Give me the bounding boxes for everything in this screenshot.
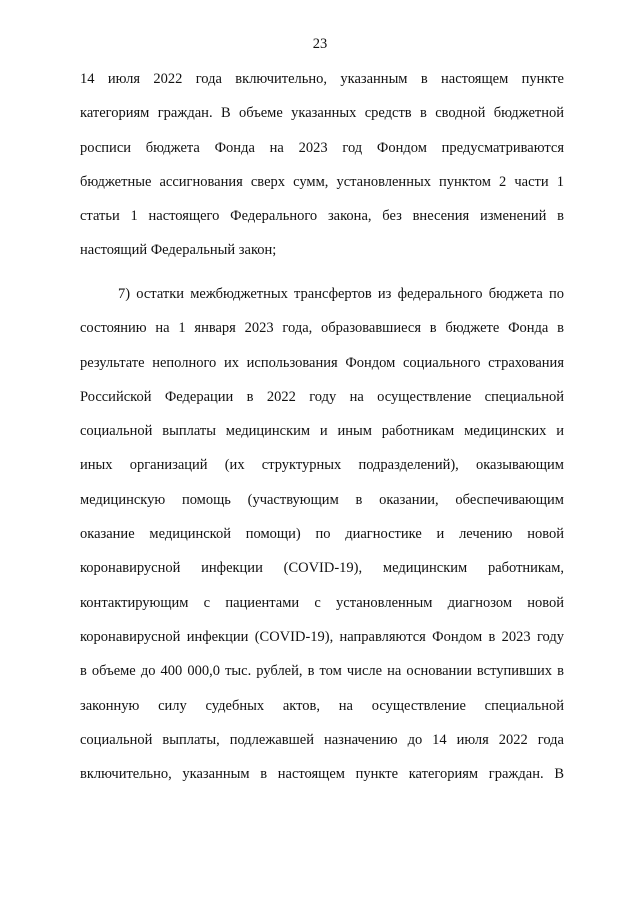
page-number: 23 bbox=[312, 36, 328, 52]
text-line: иных организаций (их структурных подразделений), оказывающим bbox=[80, 457, 564, 474]
text-line: Российской Федерации в 2022 году на осуществление специальной bbox=[80, 388, 564, 405]
text-line: контактирующим с пациентами с установленным диагнозом новой bbox=[80, 594, 564, 611]
text-line: 14 июля 2022 года включительно, указанным в настоящем пункте bbox=[80, 71, 564, 87]
text-line: росписи бюджета Фонда на 2023 год Фондом предусматриваются bbox=[80, 139, 564, 156]
text-line: коронавирусной инфекции (COVID-19), медицинским работникам, bbox=[80, 560, 564, 577]
text-line: медицинскую помощь (участвующим в оказании, обеспечивающим bbox=[80, 491, 564, 508]
text-line: законную силу судебных актов, на осуществление специальной bbox=[80, 697, 564, 714]
text-line: статьи 1 настоящего Федерального закона, без внесения изменений в bbox=[80, 208, 564, 225]
paragraph-item-7 bbox=[80, 283, 564, 797]
text-line: категориям граждан. В объеме указанных средств в сводной бюджетной bbox=[80, 105, 564, 122]
paragraph-continuation bbox=[80, 68, 564, 274]
text-line: бюджетные ассигнования сверх сумм, установленных пунктом 2 части 1 bbox=[80, 173, 564, 190]
text-line: 7) остатки межбюджетных трансфертов из федерального бюджета по bbox=[118, 286, 564, 302]
text-line: коронавирусной инфекции (COVID-19), направляются Фондом в 2023 году bbox=[80, 628, 564, 645]
text-line: включительно, указанным в настоящем пункте категориям граждан. В bbox=[80, 766, 564, 783]
text-line: настоящий Федеральный закон; bbox=[80, 242, 277, 259]
text-line: социальной выплаты, подлежавшей назначению до 14 июля 2022 года bbox=[80, 731, 564, 748]
text-line: в объеме до 400 000,0 тыс. рублей, в том числе на основании вступивших в bbox=[80, 663, 564, 680]
text-line: состоянию на 1 января 2023 года, образовавшиеся в бюджете Фонда в bbox=[80, 320, 564, 337]
text-line: социальной выплаты медицинским и иным работникам медицинских и bbox=[80, 423, 564, 440]
text-line: результате неполного их использования Фондом социального страхования bbox=[80, 354, 564, 371]
text-line: оказание медицинской помощи) по диагностике и лечению новой bbox=[80, 526, 564, 543]
